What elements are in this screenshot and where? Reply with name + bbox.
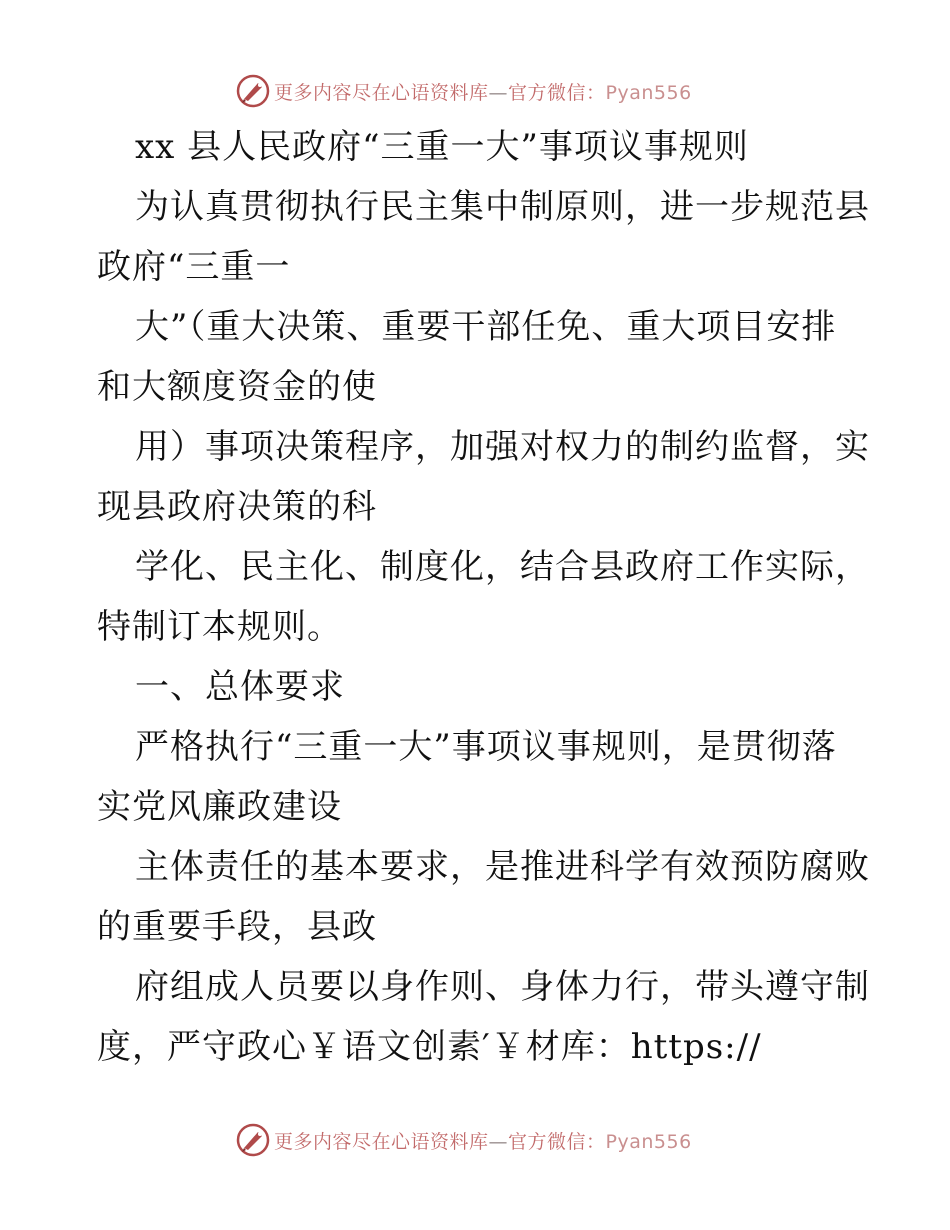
- paragraph-line: 为认真贯彻执行民主集中制原则，进一步规范县: [135, 187, 870, 227]
- pen-logo-icon: [236, 1123, 270, 1157]
- pen-logo-icon: [236, 74, 270, 108]
- paragraph-line: 大”（重大决策、重要干部任免、重大项目安排: [135, 307, 837, 347]
- watermark-text: 更多内容尽在心语资料库—官方微信：Pyan556: [274, 81, 692, 104]
- watermark-footer: [236, 1122, 692, 1158]
- document-body: [97, 117, 870, 1077]
- paragraph-line: 特制订本规则。: [97, 607, 342, 647]
- document-title: xx 县人民政府“三重一大”事项议事规则: [135, 127, 749, 167]
- paragraph-line: 主体责任的基本要求，是推进科学有效预防腐败: [135, 847, 870, 887]
- paragraph-line: 实党风廉政建设: [97, 787, 342, 827]
- paragraph-line: 用）事项决策程序，加强对权力的制约监督，实: [135, 427, 870, 467]
- paragraph-line: 政府“三重一: [97, 247, 291, 287]
- section-heading: 一、总体要求: [135, 667, 345, 707]
- watermark-text: 更多内容尽在心语资料库—官方微信：Pyan556: [274, 1130, 692, 1153]
- paragraph-line: 学化、民主化、制度化，结合县政府工作实际，: [135, 547, 870, 587]
- paragraph-line: 的重要手段，县政: [97, 907, 377, 947]
- paragraph-line: 现县政府决策的科: [97, 487, 377, 527]
- paragraph-line: 度，严守政心￥语文创素′￥材库：https://: [97, 1027, 762, 1067]
- paragraph-line: 和大额度资金的使: [97, 367, 377, 407]
- paragraph-line: 严格执行“三重一大”事项议事规则，是贯彻落: [135, 727, 837, 767]
- paragraph-line: 府组成人员要以身作则、身体力行，带头遵守制: [135, 967, 870, 1007]
- watermark-header: [236, 73, 692, 109]
